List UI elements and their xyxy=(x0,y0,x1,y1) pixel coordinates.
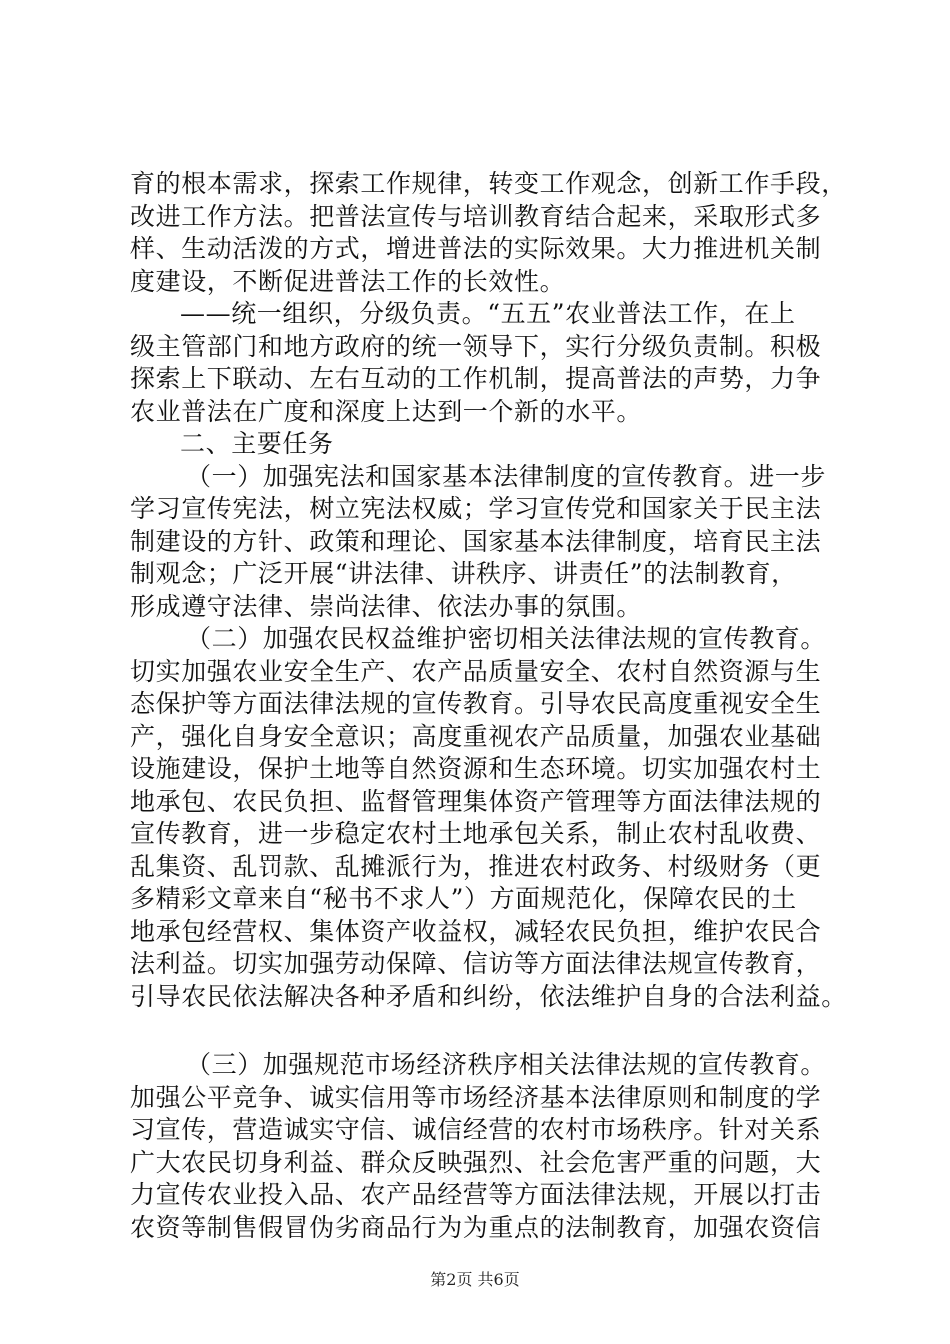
text-line: 改进工作方法。把普法宣传与培训教育结合起来，采取形式多 xyxy=(130,201,822,231)
text-line: 样、生动活泼的方式，增进普法的实际效果。大力推进机关制 xyxy=(130,234,822,263)
text-line: 多精彩文章来自“秘书不求人”）方面规范化，保障农民的土 xyxy=(130,884,797,913)
text-line: 制建设的方针、政策和理论、国家基本法律制度，培育民主法 xyxy=(130,526,822,556)
text-line: 育的根本需求，探索工作规律，转变工作观念，创新工作手段， xyxy=(130,169,847,198)
text-line: 形成遵守法律、崇尚法律、依法办事的氛围。 xyxy=(130,591,643,621)
text-line: 引导农民依法解决各种矛盾和纠纷，依法维护自身的合法利益。 xyxy=(130,981,847,1011)
text-line: （三）加强规范市场经济秩序相关法律法规的宣传教育。 xyxy=(186,1050,827,1079)
text-line: 农业普法在广度和深度上达到一个新的水平。 xyxy=(130,396,643,426)
text-line: 宣传教育，进一步稳定农村土地承包关系，制止农村乱收费、 xyxy=(130,819,822,848)
text-line: 度建设，不断促进普法工作的长效性。 xyxy=(130,266,566,296)
text-line: 农资等制售假冒伪劣商品行为为重点的法制教育，加强农资信 xyxy=(130,1212,822,1242)
text-line: ——统一组织，分级负责。“五五”农业普法工作，在上 xyxy=(180,299,796,328)
text-line: 法利益。切实加强劳动保障、信访等方面法律法规宣传教育， xyxy=(130,949,822,978)
text-line: 广大农民切身利益、群众反映强烈、社会危害严重的问题，大 xyxy=(130,1147,822,1177)
text-line: 级主管部门和地方政府的统一领导下，实行分级负责制。积极 xyxy=(130,331,822,361)
text-line: 地承包、农民负担、监督管理集体资产管理等方面法律法规的 xyxy=(130,786,822,816)
paragraph-gap xyxy=(130,1013,830,1049)
text-line: 制观念；广泛开展“讲法律、讲秩序、讲责任”的法制教育， xyxy=(130,559,797,588)
text-line: 加强公平竞争、诚实信用等市场经济基本法律原则和制度的学 xyxy=(130,1082,822,1112)
text-line: 探索上下联动、左右互动的工作机制，提高普法的声势，力争 xyxy=(130,364,822,393)
text-line: 学习宣传宪法，树立宪法权威；学习宣传党和国家关于民主法 xyxy=(130,494,822,523)
text-line: 力宣传农业投入品、农产品经营等方面法律法规，开展以打击 xyxy=(130,1180,822,1209)
document-body xyxy=(130,168,847,1244)
text-line: 态保护等方面法律法规的宣传教育。引导农民高度重视安全生 xyxy=(130,689,822,718)
text-line: （一）加强宪法和国家基本法律制度的宣传教育。进一步 xyxy=(186,461,827,491)
text-line: 习宣传，营造诚实守信、诚信经营的农村市场秩序。针对关系 xyxy=(130,1115,822,1144)
page-number-footer: 第2页 共6页 xyxy=(430,1270,520,1289)
text-line: 地承包经营权、集体资产收益权，减轻农民负担，维护农民合 xyxy=(130,916,822,946)
text-line: 乱集资、乱罚款、乱摊派行为，推进农村政务、村级财务（更 xyxy=(130,851,822,881)
text-line: 切实加强农业安全生产、农产品质量安全、农村自然资源与生 xyxy=(130,656,822,686)
text-line: 产，强化自身安全意识；高度重视农产品质量，加强农业基础 xyxy=(130,721,822,751)
text-line: 设施建设，保护土地等自然资源和生态环境。切实加强农村土 xyxy=(130,754,822,783)
section-heading: 二、主要任务 xyxy=(180,429,334,458)
text-line: （二）加强农民权益维护密切相关法律法规的宣传教育。 xyxy=(186,624,827,653)
